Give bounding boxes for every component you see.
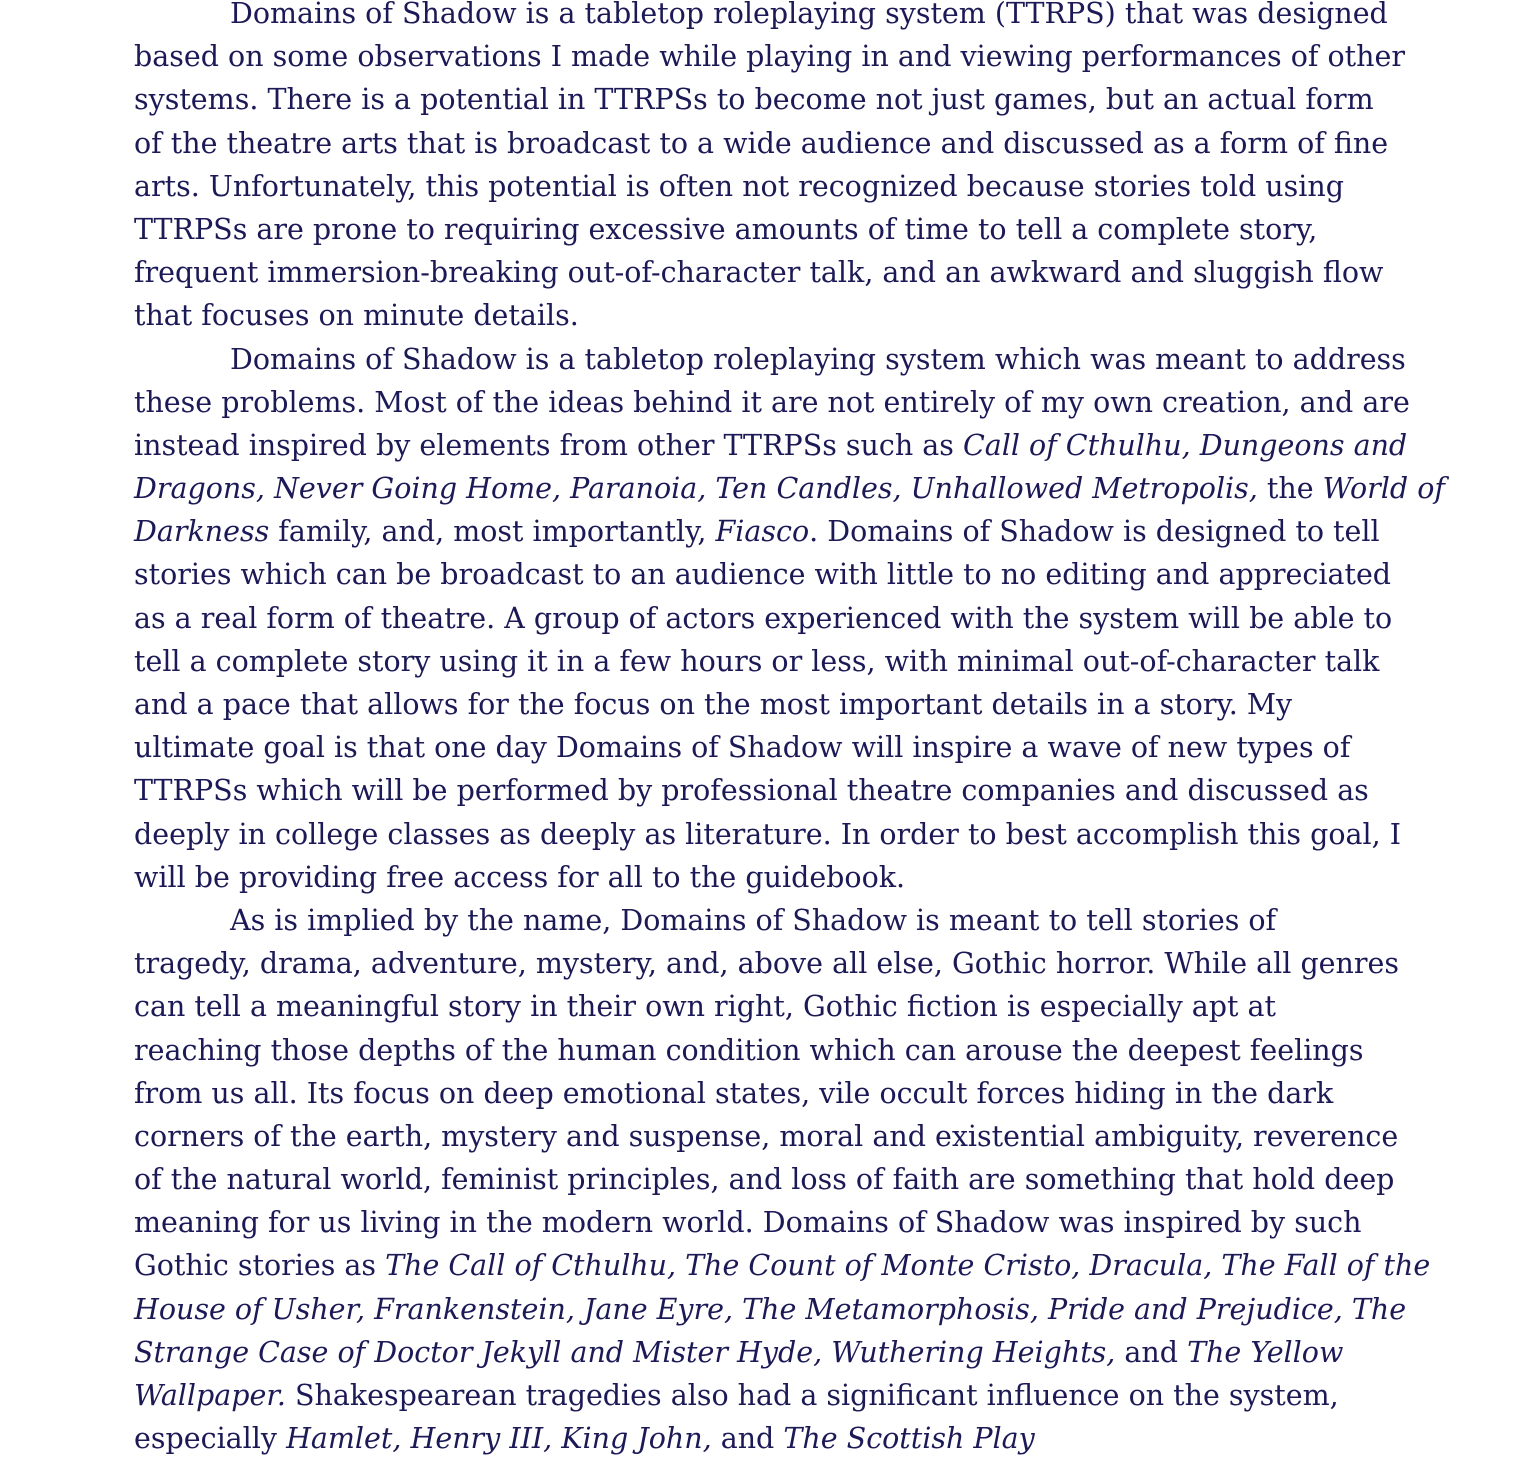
text-line: [134, 1244, 1431, 1287]
body-text: and a pace that allows for the focus on the most important details in a story. My: [134, 688, 1293, 721]
body-text: and: [711, 1422, 784, 1456]
body-text: these problems. Most of the ideas behind it are not entirely of my own creation, and are: [134, 385, 1410, 419]
body-text: systems. There is a potential in TTRPSs to become not just games, but an actual form: [134, 83, 1374, 117]
text-line: [134, 1029, 1364, 1072]
text-line: [134, 1201, 1364, 1244]
body-text: meaning for us living in the modern world. Domains of Shadow was inspired by such: [134, 1206, 1362, 1240]
document-body: [134, 0, 1445, 1460]
text-line: [134, 0, 1388, 35]
paragraph: [134, 899, 1431, 1460]
body-text: of the natural world, feminist principles, and loss of faith are something that hold deep: [134, 1163, 1395, 1197]
body-text: Domains of Shadow is a tabletop roleplaying system which was meant to address: [230, 342, 1406, 376]
body-text: of the theatre arts that is broadcast to a wide audience and discussed as a form of fine: [134, 126, 1389, 160]
paragraph: [134, 0, 1405, 338]
text-line: [134, 122, 1389, 165]
body-text: reaching those depths of the human condition which can arouse the deepest feelings: [134, 1033, 1364, 1067]
body-text: Shakespearean tragedies also had a significant influence on the system,: [285, 1379, 1339, 1412]
italic-title-text: World of: [1322, 472, 1445, 506]
body-text: frequent immersion-breaking out-of-character talk, and an awkward and sluggish flow: [134, 256, 1384, 290]
text-line: [134, 251, 1384, 294]
body-text: . Domains of Shadow is designed to tell: [809, 515, 1380, 549]
text-line: [134, 813, 1401, 856]
italic-title-text: The Yellow: [1187, 1335, 1344, 1369]
text-line: [134, 1158, 1395, 1201]
text-line: [134, 1331, 1364, 1374]
text-line: [134, 294, 1364, 337]
text-line: [134, 942, 1400, 985]
body-text: based on some observations I made while playing in and viewing performances of other: [134, 40, 1405, 74]
body-text: Domains of Shadow is a tabletop roleplaying system (TTRPS) that was designed: [230, 0, 1388, 30]
italic-title-text: Darkness: [134, 515, 270, 549]
text-line: [134, 856, 1364, 899]
text-line: [134, 769, 1369, 812]
text-line: [134, 424, 1408, 467]
text-line: [134, 1417, 1364, 1460]
italic-title-text: Wallpaper.: [134, 1379, 286, 1412]
body-text: as a real form of theatre. A group of actors experienced with the system will be able to: [134, 601, 1393, 635]
body-text: As is implied by the name, Domains of Shadow is meant to tell stories of: [230, 903, 1277, 937]
italic-title-text: Hamlet, Henry III, King John,: [286, 1422, 712, 1456]
body-text: tragedy, drama, adventure, mystery, and, above all else, Gothic horror. While all genres: [134, 947, 1400, 981]
body-text: especially: [134, 1422, 287, 1456]
text-line: [134, 1072, 1364, 1115]
paragraph: [134, 338, 1445, 899]
body-text: TTRPSs are prone to requiring excessive amounts of time to tell a complete story,: [134, 212, 1318, 246]
text-line: [134, 1115, 1399, 1158]
body-text: instead inspired by elements from other TTRPSs such as: [134, 428, 963, 462]
body-text: from us all. Its focus on deep emotional states, vile occult forces hiding in the dark: [134, 1076, 1334, 1110]
italic-title-text: The Scottish Play: [783, 1422, 1035, 1456]
body-text: will be providing free access for all to the guidebook.: [134, 860, 906, 894]
text-line: [134, 726, 1364, 769]
text-line: [134, 985, 1364, 1028]
text-line: [134, 338, 1406, 381]
body-text: the: [1257, 472, 1323, 506]
text-line: [134, 78, 1374, 121]
body-text: family, and, most importantly,: [269, 515, 716, 549]
body-text: Gothic stories as: [134, 1249, 386, 1283]
body-text: tell a complete story using it in a few hours or less, with minimal out-of-character talk: [134, 644, 1380, 678]
text-line: [134, 1288, 1407, 1331]
body-text: and: [1115, 1335, 1188, 1369]
italic-title-text: The Call of Cthulhu, The Count of Monte Cristo, Dracula, The Fall of the: [385, 1249, 1431, 1283]
body-text: stories which can be broadcast to an audience with little to no editing and appreciated: [134, 558, 1392, 592]
text-line: [134, 381, 1410, 424]
italic-title-text: Dragons, Never Going Home, Paranoia, Ten Candles, Unhallowed Metropolis,: [134, 472, 1258, 506]
text-line: [134, 467, 1445, 510]
text-line: [134, 597, 1393, 640]
body-text: TTRPSs which will be performed by professional theatre companies and discussed as: [134, 774, 1369, 808]
text-line: [134, 208, 1364, 251]
italic-title-text: House of Usher, Frankenstein, Jane Eyre, The Metamorphosis, Pride and Prejudice, The: [134, 1292, 1407, 1326]
text-line: [134, 899, 1364, 942]
italic-title-text: Strange Case of Doctor Jekyll and Mister Hyde, Wuthering Heights,: [134, 1335, 1116, 1369]
text-line: [134, 165, 1364, 208]
italic-title-text: Fiasco: [715, 515, 810, 549]
text-line: [134, 1374, 1364, 1417]
italic-title-text: Call of Cthulhu, Dungeons and: [962, 428, 1408, 462]
text-line: [134, 35, 1405, 78]
body-text: arts. Unfortunately, this potential is often not recognized because stories told using: [134, 169, 1344, 203]
text-line: [134, 640, 1380, 683]
text-line: [134, 553, 1392, 596]
text-line: [134, 683, 1364, 726]
body-text: corners of the earth, mystery and suspense, moral and existential ambiguity, reverence: [134, 1119, 1399, 1153]
body-text: can tell a meaningful story in their own right, Gothic fiction is especially apt at: [134, 990, 1276, 1024]
text-line: [134, 510, 1380, 553]
body-text: that focuses on minute details.: [134, 299, 579, 333]
body-text: deeply in college classes as deeply as literature. In order to best accomplish this goal, I: [134, 817, 1401, 851]
body-text: ultimate goal is that one day Domains of Shadow will inspire a wave of new types of: [134, 731, 1351, 765]
